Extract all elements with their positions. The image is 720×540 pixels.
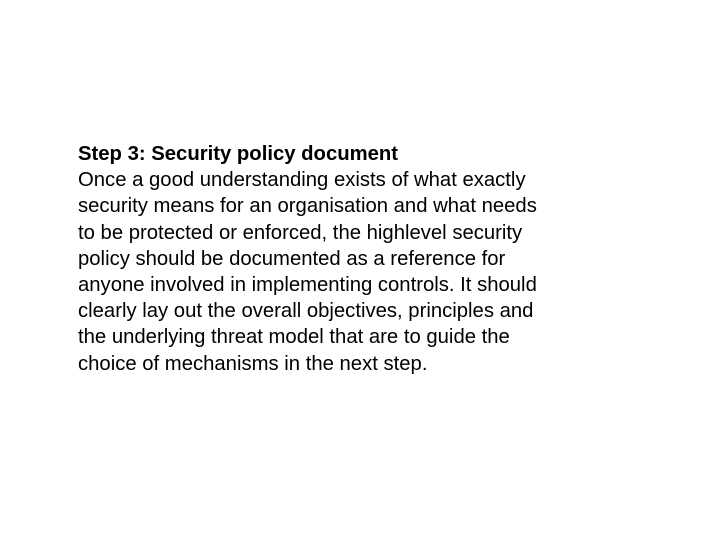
body-line: anyone involved in implementing controls. It should [78, 274, 537, 297]
body-line: Once a good understanding exists of what exactly [78, 169, 526, 192]
body-line: policy should be documented as a reference for [78, 247, 506, 270]
body-line: clearly lay out the overall objectives, principles and [78, 300, 534, 323]
body-line: choice of mechanisms in the next step. [78, 352, 428, 375]
slide-text-block [78, 141, 638, 377]
body-line: to be protected or enforced, the highlevel security [78, 221, 523, 244]
slide-heading: Step 3: Security policy document [78, 143, 399, 165]
body-line: the underlying threat model that are to guide the [78, 326, 510, 349]
body-line: security means for an organisation and what needs [78, 195, 537, 218]
